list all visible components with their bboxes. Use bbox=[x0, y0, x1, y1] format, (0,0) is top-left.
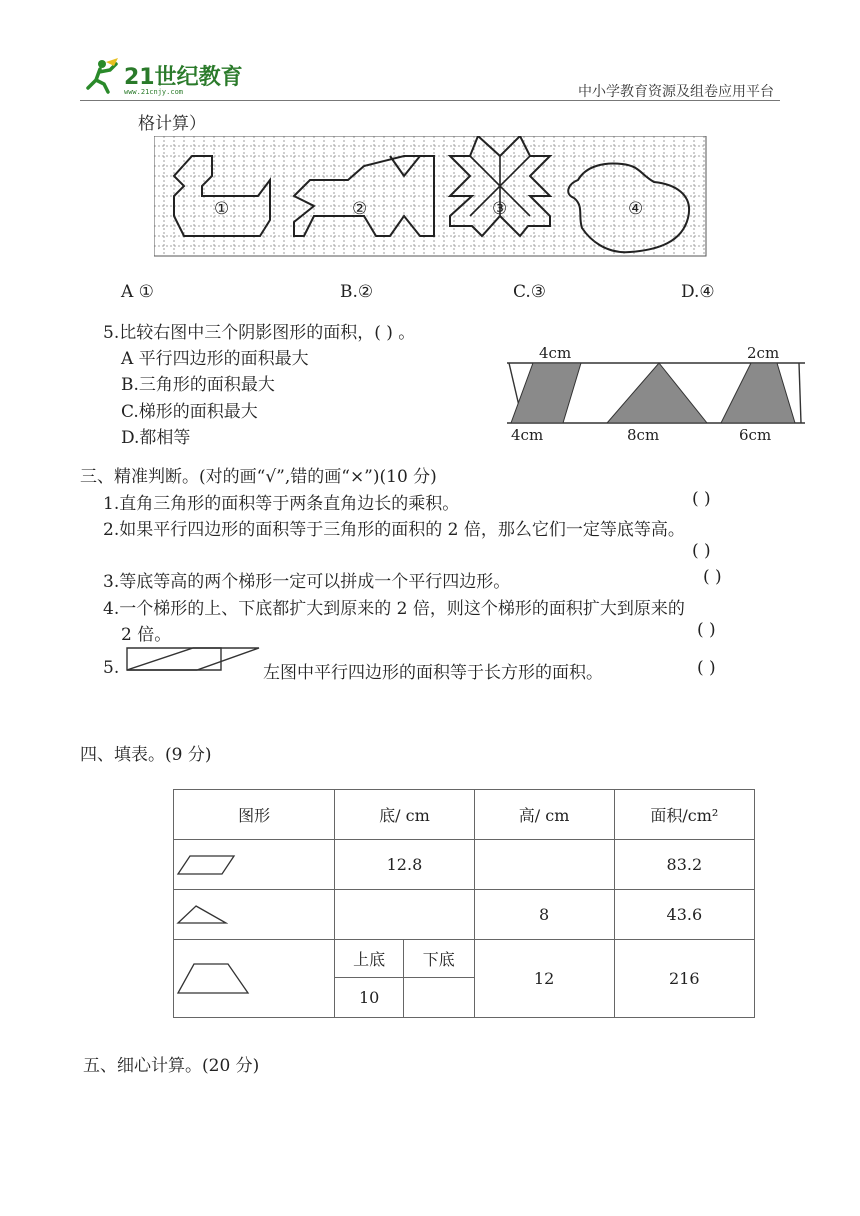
label-top-left: 4cm bbox=[539, 344, 572, 362]
shaded-shapes-figure bbox=[503, 343, 813, 443]
logo-text: 21世纪教育 bbox=[124, 65, 243, 90]
row1-height[interactable] bbox=[474, 840, 614, 890]
triangle-icon bbox=[176, 903, 228, 927]
q5-option-a[interactable]: A 平行四边形的面积最大 bbox=[121, 349, 309, 369]
judge-answer-4[interactable]: ( ) bbox=[697, 620, 716, 640]
logo-url: www.21cnjy.com bbox=[124, 88, 184, 96]
row3-lower-base[interactable] bbox=[403, 978, 474, 1018]
section3-title: 三、精准判断。(对的画“√”,错的画“×”)(10 分) bbox=[80, 467, 437, 487]
q4-option-d[interactable]: D.④ bbox=[681, 282, 715, 302]
lower-base-label: 下底 bbox=[403, 940, 474, 978]
label-bottom-mid: 8cm bbox=[627, 426, 660, 443]
label-bottom-left: 4cm bbox=[511, 426, 544, 443]
row3-area[interactable]: 216 bbox=[614, 940, 754, 1018]
judge-answer-2[interactable]: ( ) bbox=[692, 541, 711, 561]
rect-parallelogram-figure bbox=[125, 646, 261, 674]
judge-item-4-cont: 2 倍。 bbox=[121, 625, 172, 645]
row3-upper-base[interactable]: 10 bbox=[335, 978, 404, 1018]
q5-option-d[interactable]: D.都相等 bbox=[121, 428, 191, 448]
row3-height[interactable]: 12 bbox=[474, 940, 614, 1018]
figure-label-1: ① bbox=[214, 199, 230, 219]
row2-area[interactable]: 43.6 bbox=[614, 890, 754, 940]
shape-trapezoid bbox=[174, 940, 335, 1018]
upper-base-label: 上底 bbox=[335, 940, 404, 978]
q5-option-b[interactable]: B.三角形的面积最大 bbox=[121, 375, 275, 395]
q4-continued-text: 格计算） bbox=[138, 114, 206, 134]
judge-answer-1[interactable]: ( ) bbox=[692, 489, 711, 509]
header-base: 底/ cm bbox=[335, 790, 474, 840]
judge-item-5: 左图中平行四边形的面积等于长方形的面积。 bbox=[263, 663, 603, 683]
judge-item-2: 2.如果平行四边形的面积等于三角形的面积的 2 倍，那么它们一定等底等高。 bbox=[103, 520, 685, 540]
shape-parallelogram bbox=[174, 840, 335, 890]
judge-answer-3[interactable]: ( ) bbox=[703, 567, 722, 587]
section4-title: 四、填表。(9 分) bbox=[80, 745, 212, 765]
grid-figures bbox=[154, 136, 714, 258]
figure-label-2: ② bbox=[352, 199, 368, 219]
header-area: 面积/cm² bbox=[614, 790, 754, 840]
row2-base[interactable] bbox=[335, 890, 474, 940]
label-top-right: 2cm bbox=[747, 344, 780, 362]
label-bottom-right: 6cm bbox=[739, 426, 772, 443]
trapezoid-icon bbox=[176, 961, 250, 997]
row1-area[interactable]: 83.2 bbox=[614, 840, 754, 890]
logo bbox=[84, 58, 244, 96]
parallelogram-icon bbox=[176, 854, 236, 876]
row1-base[interactable]: 12.8 bbox=[335, 840, 474, 890]
figure-label-3: ③ bbox=[492, 199, 508, 219]
q4-option-c[interactable]: C.③ bbox=[513, 282, 547, 302]
runner-logo-icon bbox=[84, 58, 120, 94]
judge-item-4: 4.一个梯形的上、下底都扩大到原来的 2 倍，则这个梯形的面积扩大到原来的 bbox=[103, 599, 685, 619]
judge-answer-5[interactable]: ( ) bbox=[697, 658, 716, 678]
q5-option-c[interactable]: C.梯形的面积最大 bbox=[121, 402, 258, 422]
q4-option-b[interactable]: B.② bbox=[340, 282, 374, 302]
shape-triangle bbox=[174, 890, 335, 940]
header-shape: 图形 bbox=[174, 790, 335, 840]
section5-title: 五、细心计算。(20 分) bbox=[83, 1056, 260, 1076]
figure-label-4: ④ bbox=[628, 199, 644, 219]
judge-item-3: 3.等底等高的两个梯形一定可以拼成一个平行四边形。 bbox=[103, 572, 511, 592]
q5-stem: 5.比较右图中三个阴影图形的面积，( ) 。 bbox=[103, 323, 416, 343]
header-divider bbox=[80, 100, 780, 101]
header-height: 高/ cm bbox=[474, 790, 614, 840]
q4-option-a[interactable]: A ① bbox=[121, 282, 154, 302]
judge-item-5-number: 5. bbox=[103, 658, 120, 678]
row2-height[interactable]: 8 bbox=[474, 890, 614, 940]
platform-name: 中小学教育资源及组卷应用平台 bbox=[578, 84, 774, 100]
judge-item-1: 1.直角三角形的面积等于两条直角边长的乘积。 bbox=[103, 494, 460, 514]
fill-table bbox=[173, 789, 755, 1018]
